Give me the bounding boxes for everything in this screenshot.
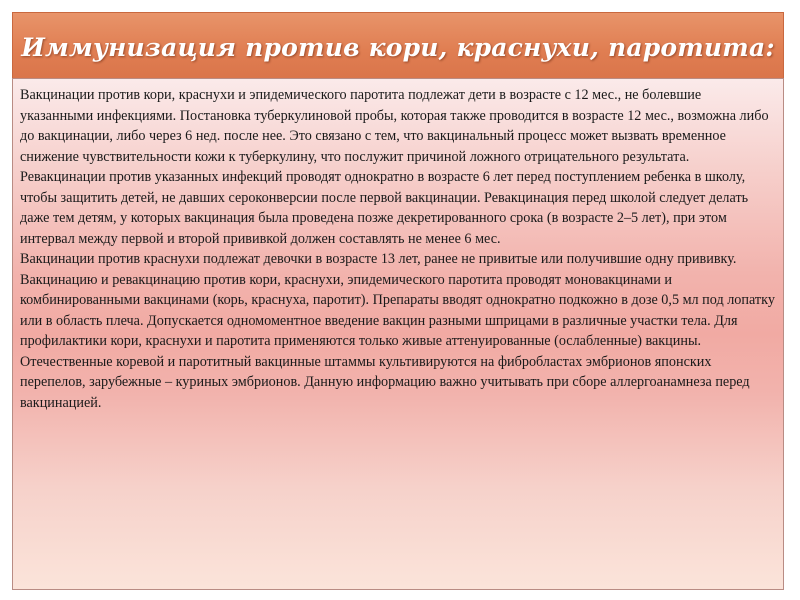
paragraph-rubella-girls: Вакцинации против краснухи подлежат девочки в возрасте 13 лет, ранее не привитые или получившие одну прививку. xyxy=(20,251,737,267)
slide-title: Иммунизация против кори, краснухи, паротита: xyxy=(21,32,775,62)
body-text xyxy=(20,85,775,413)
title-bar xyxy=(12,12,784,82)
paragraph-revaccination: Ревакцинации против указанных инфекций проводят однократно в возрасте 6 лет перед поступлением ребенка в школу, чтобы защитить детей, не давших сероконверсии после первой вакцинации. Ревакцинация перед школой следует делать даже тем детям, у которых вакцинация была проведена позже декретированного срока (в возрасте 2–5 лет), при этом интервал между первой и второй прививкой должен составлять не менее 6 мес. xyxy=(20,169,749,247)
paragraph-vaccines-administration: Вакцинацию и ревакцинацию против кори, краснухи, эпидемического паротита проводят моновакцинами и комбинированными вакцинами (корь, краснуха, паротит). Препараты вводят однократно подкожно в дозе 0,5 мл под лопатку или в область плеча. Допускается одномоментное введение вакцин разными шприцами в различные участки тела. Для профилактики кори, краснухи и паротита применяются только живые аттенуированные (ослабленные) вакцины. xyxy=(20,271,775,349)
content-box xyxy=(12,78,784,590)
paragraph-vaccination: Вакцинации против кори, краснухи и эпидемического паротита подлежат дети в возрасте с 12 мес., не болевшие указанными инфекциями. Постановка туберкулиновой пробы, которая также проводится в возрасте 12 мес., возможна либо до вакцинации, либо через 6 нед. после нее. Это связано с тем, что вакцинальный процесс может вызвать временное снижение чувствительности кожи к туберкулину, что послужит причиной ложного отрицательного результата. xyxy=(20,87,769,165)
paragraph-vaccine-strains: Отечественные коревой и паротитный вакцинные штаммы культивируются на фибробластах эмбрионов японских перепелов, зарубежные – куриных эмбрионов. Данную информацию важно учитывать при сборе аллергоанамнеза перед вакцинацией. xyxy=(20,353,750,411)
